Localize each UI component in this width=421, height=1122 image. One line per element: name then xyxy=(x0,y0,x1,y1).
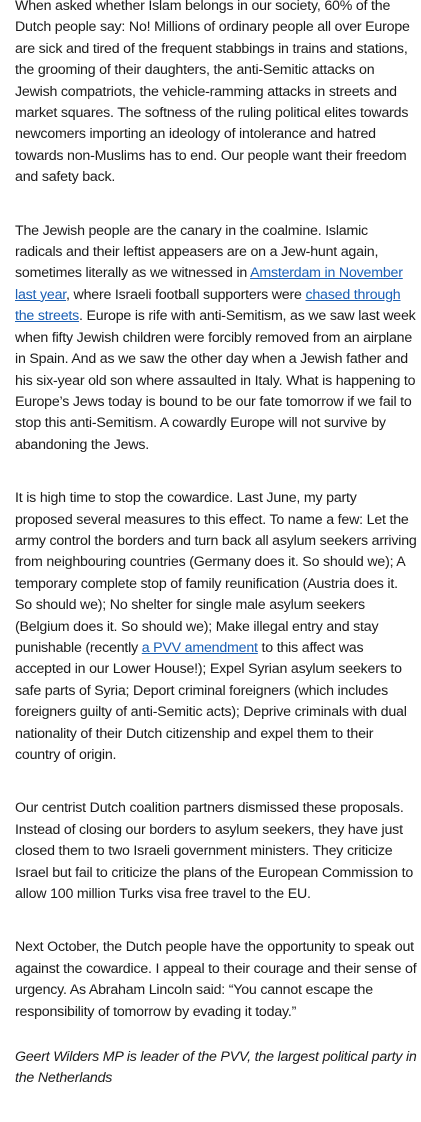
author-byline: Geert Wilders MP is leader of the PVV, the largest political party in the Netherlands xyxy=(15,1049,417,1087)
paragraph-text: The Jewish people are the canary in the coalmine. Islamic radicals and their leftist appeasers are on a Jew-hunt again, sometimes literally as we witnessed in xyxy=(15,222,379,282)
link-pvv-amendment[interactable]: a PVV amendment xyxy=(141,639,258,656)
paragraph-text: It is high time to stop the cowardice. Last June, my party proposed several measures to this effect. To name a few: Let the army control the borders and turn back all asylum seekers arriving from neighbouring countries (Germany does it. So should we); A temporary complete stop of family reunification (Austria does it. So should we); No shelter for single male asylum seekers (Belgium does it. So should we); Make illegal entry and stay punishable (recently xyxy=(15,490,417,656)
paragraph-islam-poll: When asked whether Islam belongs in our society, 60% of the Dutch people say: No! Millions of ordinary people all over Europe are sick and tired of the frequent stabbings in trains and stations, the grooming of their daughters, the anti-Semitic attacks on Jewish compatriots, the vehicle-ramming attacks in streets and market squares. The softness of the ruling political elites towards newcomers importing an ideology of intolerance and hatred towards non-Muslims has to end. Our people want their freedom and safety back. xyxy=(15,0,410,186)
paragraph-text: , where Israeli football supporters were xyxy=(66,286,306,303)
paragraph-jewish-canary xyxy=(15,221,417,456)
link-amsterdam-november[interactable]: Amsterdam in November last year xyxy=(15,265,403,303)
paragraph-next-october: Next October, the Dutch people have the opportunity to speak out against the cowardice. I appeal to their courage and their sense of urgency. As Abraham Lincoln said: “You cannot escape the responsibility of tomorrow by evading it today.” xyxy=(15,939,417,1020)
paragraph-text: to this affect was accepted in our Lower House!); Expel Syrian asylum seekers to safe parts of Syria; Deport criminal foreigners (which includes foreigners guilty of anti-Semitic acts); Deprive criminals with dual nationality of their Dutch citizenship and expel them to their country of origin. xyxy=(15,639,407,763)
link-chased-streets[interactable]: chased through the streets xyxy=(15,286,401,325)
paragraph-measures xyxy=(15,488,417,766)
article-body xyxy=(15,0,417,1122)
paragraph-text: . Europe is rife with anti-Semitism, as we saw last week when fifty Jewish children were forcibly removed from an airplane in Spain. And as we saw the other day when a Jewish father and his six-year old son where assaulted in Italy. What is happening to Europe’s Jews today is bound to be our fate tomorrow if we fail to stop this anti-Semitism. A cowardly Europe will not survive by abandoning the Jews. xyxy=(15,308,416,453)
paragraph-coalition-partners: Our centrist Dutch coalition partners dismissed these proposals. Instead of closing our borders to asylum seekers, they have just closed them to two Israeli government ministers. They criticize Israel but fail to criticize the plans of the European Commission to allow 100 million Turks visa free travel to the EU. xyxy=(15,800,414,903)
